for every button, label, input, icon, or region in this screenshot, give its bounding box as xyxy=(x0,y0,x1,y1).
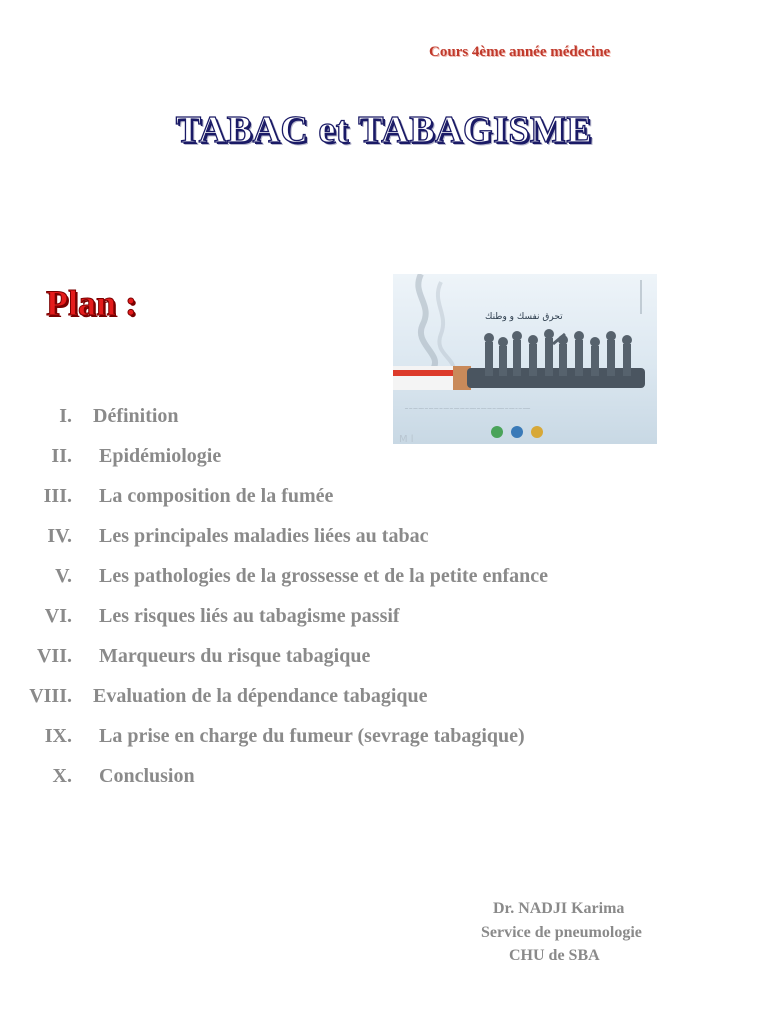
plan-item-number: X. xyxy=(52,765,72,787)
poster-partial-text: M l xyxy=(399,434,414,444)
plan-item-number: V. xyxy=(55,565,72,587)
plan-item-10 xyxy=(0,765,700,805)
plan-item-number: VI. xyxy=(44,605,72,627)
plan-item-label: Conclusion xyxy=(99,765,195,787)
plan-item-9 xyxy=(0,725,700,765)
poster-body-text: ـــــــ ـــ ــ ـــــ ـــ ـــــــ ـــ ــــ ـــــ ـــ ــــــ ـــ ــــ ـــــ ـــ ـــــ ـــ ــــ ــــ ـــ ـــــ ــــ ـــ ـــ xyxy=(405,406,531,410)
plan-item-5 xyxy=(0,565,700,605)
author-block xyxy=(470,897,680,968)
document-title: TABAC et TABAGISME xyxy=(175,109,593,151)
plan-item-6 xyxy=(0,605,700,645)
author-name: Dr. NADJI Karima xyxy=(493,900,625,917)
plan-item-label: Marqueurs du risque tabagique xyxy=(99,645,371,667)
author-hospital: CHU de SBA xyxy=(509,947,600,964)
poster-arabic-title: تحرق نفسك و وطنك xyxy=(485,312,563,322)
plan-item-number: I. xyxy=(59,405,72,427)
plan-item-number: IV. xyxy=(47,525,72,547)
plan-item-number: IX. xyxy=(44,725,72,747)
plan-item-label: Epidémiologie xyxy=(99,445,222,467)
plan-item-label: La composition de la fumée xyxy=(99,485,334,507)
course-label: Cours 4ème année médecine xyxy=(429,44,611,60)
plan-heading: Plan : xyxy=(46,283,138,323)
plan-item-4 xyxy=(0,525,700,565)
plan-item-1 xyxy=(0,405,700,445)
plan-item-3 xyxy=(0,485,700,525)
plan-item-label: Les principales maladies liées au tabac xyxy=(99,525,429,547)
author-service: Service de pneumologie xyxy=(481,923,642,941)
plan-item-2 xyxy=(0,445,700,485)
plan-item-number: VIII. xyxy=(29,685,72,707)
plan-item-label: La prise en charge du fumeur (sevrage tabagique) xyxy=(99,725,525,747)
plan-item-number: VII. xyxy=(36,645,72,667)
plan-item-7 xyxy=(0,645,700,685)
plan-item-label: Evaluation de la dépendance tabagique xyxy=(93,685,428,707)
plan-item-label: Les pathologies de la grossesse et de la petite enfance xyxy=(99,565,549,587)
plan-list xyxy=(0,405,700,805)
plan-item-label: Définition xyxy=(93,405,179,427)
plan-item-number: II. xyxy=(51,445,72,467)
plan-item-label: Les risques liés au tabagisme passif xyxy=(99,605,400,627)
plan-item-number: III. xyxy=(43,485,72,507)
plan-item-8 xyxy=(0,685,700,725)
